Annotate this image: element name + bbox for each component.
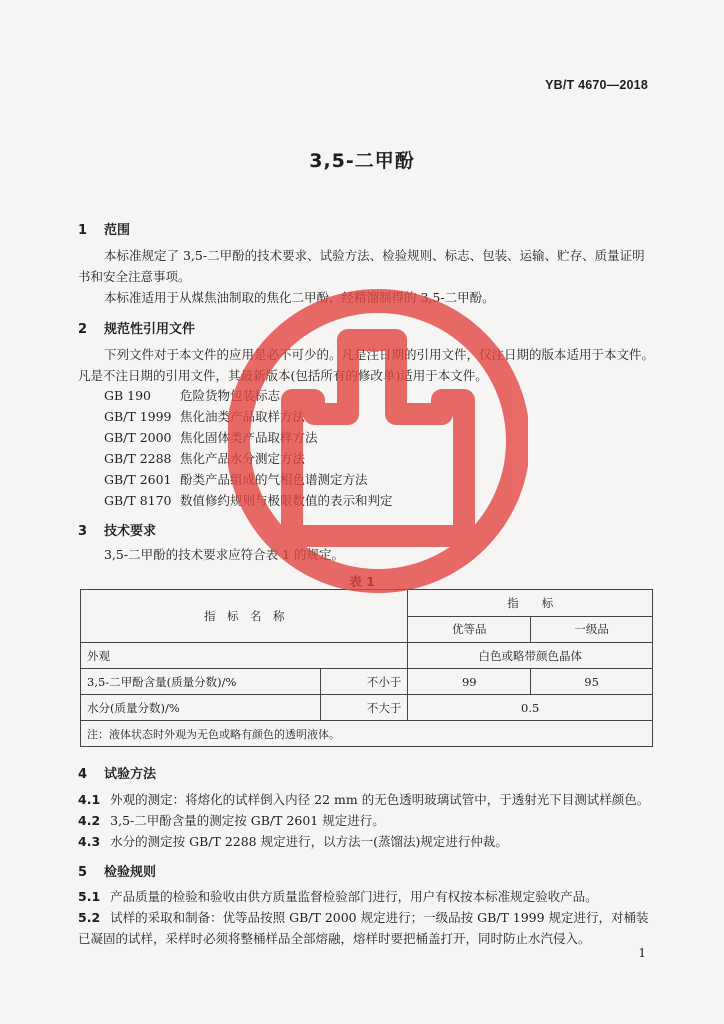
reference-item — [104, 449, 305, 467]
reference-title: 危险货物包装标志 — [180, 388, 281, 403]
clause-5-1 — [78, 886, 654, 907]
reference-item — [104, 428, 318, 446]
reference-title: 焦化产品水分测定方法 — [180, 451, 306, 466]
section-4-heading — [78, 763, 156, 782]
clause-text: 试样的采取和制备：优等品按照 GB/T 2000 规定进行；一级品按 GB/T 1999 规定进行，对桶装已凝固的试样，采样时必须将整桶样品全部熔融，熔样时要把桶盖打开，同时防止水汽侵入。 — [78, 910, 649, 946]
row-name: 水分(质量分数)/% — [81, 695, 321, 721]
row-value: 0.5 — [408, 695, 653, 721]
reference-title: 焦化固体类产品取样方法 — [180, 430, 318, 445]
row-condition: 不大于 — [320, 695, 408, 721]
clause-number: 5.2 — [78, 910, 101, 925]
clause-text: 外观的测定：将熔化的试样倒入内径 22 mm 的无色透明玻璃试管中，于透射光下目测试样颜色。 — [110, 792, 650, 807]
row-value-premium: 99 — [408, 669, 531, 695]
reference-code: GB/T 2288 — [104, 451, 172, 466]
header-indicator: 指 标 — [408, 590, 653, 617]
clause-4-3 — [78, 831, 654, 852]
clause-5-2 — [78, 907, 654, 949]
table-row — [81, 643, 653, 669]
clause-number: 4.3 — [78, 834, 101, 849]
row-value-first: 95 — [531, 669, 653, 695]
clause-text: 产品质量的检验和验收由供方质量监督检验部门进行，用户有权按本标准规定验收产品。 — [110, 889, 598, 904]
section-2-heading — [78, 318, 195, 337]
spec-table — [80, 589, 653, 747]
clause-4-2 — [78, 810, 654, 831]
reference-title: 数值修约规则与极限数值的表示和判定 — [180, 493, 393, 508]
reference-code: GB/T 8170 — [104, 493, 172, 508]
row-name: 3,5-二甲酚含量(质量分数)/% — [81, 669, 321, 695]
section-2-para-1: 下列文件对于本文件的应用是必不可少的。凡是注日期的引用文件，仅注日期的版本适用于本文件。凡是不注日期的引用文件，其最新版本(包括所有的修改单)适用于本文件。 — [78, 347, 655, 383]
reference-title: 焦化油类产品取样方法 — [180, 409, 306, 424]
clause-number: 4.2 — [78, 813, 101, 828]
section-title: 范围 — [104, 223, 131, 238]
header-grade-first: 一级品 — [531, 616, 653, 643]
page-number: 1 — [638, 946, 646, 960]
section-1-para-2: 本标准适用于从煤焦油制取的焦化二甲酚，经精馏制得的 3,5-二甲酚。 — [104, 290, 495, 305]
clause-text: 3,5-二甲酚含量的测定按 GB/T 2601 规定进行。 — [110, 813, 385, 828]
section-number: 4 — [78, 767, 88, 782]
section-3-heading — [78, 520, 156, 539]
table-row — [81, 669, 653, 695]
clause-text: 水分的测定按 GB/T 2288 规定进行，以方法一(蒸馏法)规定进行仲裁。 — [110, 834, 508, 849]
section-title: 规范性引用文件 — [104, 322, 196, 337]
reference-item — [104, 407, 305, 425]
standard-number: YB/T 4670—2018 — [545, 78, 648, 92]
reference-code: GB/T 1999 — [104, 409, 172, 424]
reference-code: GB/T 2601 — [104, 472, 172, 487]
section-1-para-1: 本标准规定了 3,5-二甲酚的技术要求、试验方法、检验规则、标志、包装、运输、贮存、质量证明书和安全注意事项。 — [78, 248, 645, 284]
row-name: 外观 — [81, 643, 408, 669]
reference-item — [104, 491, 393, 509]
header-grade-premium: 优等品 — [408, 616, 531, 643]
document-title: 3,5-二甲酚 — [309, 150, 415, 172]
clause-4-1 — [78, 789, 654, 810]
reference-title: 酚类产品组成的气相色谱测定方法 — [180, 472, 368, 487]
clause-number: 5.1 — [78, 889, 101, 904]
section-number: 5 — [78, 865, 88, 880]
reference-item — [104, 386, 280, 404]
section-3-para-1: 3,5-二甲酚的技术要求应符合表 1 的规定。 — [104, 547, 345, 562]
table-header-row — [81, 590, 653, 617]
table-caption: 表 1 — [349, 574, 375, 589]
section-number: 2 — [78, 322, 88, 337]
table-note-row — [81, 721, 653, 747]
section-1-heading — [78, 219, 130, 238]
section-number: 3 — [78, 524, 88, 539]
clause-number: 4.1 — [78, 792, 101, 807]
section-title: 技术要求 — [104, 524, 157, 539]
section-title: 检验规则 — [104, 865, 157, 880]
reference-code: GB/T 2000 — [104, 430, 172, 445]
reference-code: GB 190 — [104, 388, 152, 403]
row-value: 白色或略带颜色晶体 — [408, 643, 653, 669]
section-title: 试验方法 — [104, 767, 157, 782]
section-5-heading — [78, 861, 156, 880]
table-note: 注：液体状态时外观为无色或略有颜色的透明液体。 — [81, 721, 653, 747]
header-indicator-name: 指 标 名 称 — [81, 590, 408, 643]
reference-item — [104, 470, 368, 488]
row-condition: 不小于 — [320, 669, 408, 695]
table-row — [81, 695, 653, 721]
section-number: 1 — [78, 223, 88, 238]
